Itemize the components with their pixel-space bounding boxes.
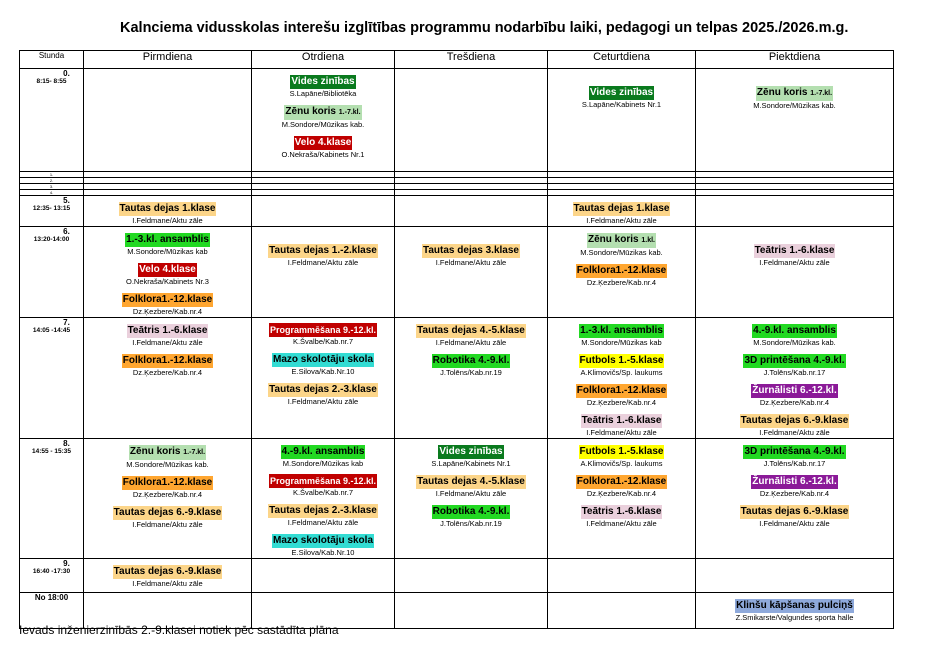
activity-teacher-room: I.Feldmane/Aktu zāle (586, 216, 657, 225)
activity-title: Teātris 1.-6.klase (581, 506, 662, 517)
activity-title: 3D printēšana 4.-9.kl. (744, 355, 845, 366)
activity-teacher-room: Dz.Ķezbere/Kab.nr.4 (132, 307, 203, 316)
activity-title: Tautas dejas 1.klase (573, 203, 670, 214)
activity-name (290, 75, 355, 89)
schedule-cell (395, 559, 548, 593)
activity-entry (395, 321, 547, 348)
activity-entry (696, 596, 893, 623)
schedule-cell (696, 69, 894, 172)
activity-name (416, 324, 526, 338)
activity-entry (84, 503, 251, 530)
activity-teacher-room: I.Feldmane/Aktu zāle (132, 216, 203, 225)
lesson-number: 2. (49, 178, 54, 183)
activity-entry (252, 321, 394, 347)
activity-entry (548, 261, 695, 288)
activity-entry (252, 380, 394, 407)
schedule-cell (252, 196, 395, 227)
column-header-day: Pirmdiena (84, 51, 252, 69)
activity-entry (696, 241, 893, 268)
activity-teacher-room: S.Lapāne/Bibliotēka (289, 89, 357, 98)
activity-entry (84, 442, 251, 470)
activity-name (125, 233, 210, 247)
activity-entry (548, 472, 695, 499)
activity-grade: 1.kl. (641, 237, 655, 244)
schedule-cell (252, 227, 395, 318)
activity-teacher-room: S.Lapāne/Kabinets Nr.1 (581, 100, 662, 109)
activity-name (422, 244, 520, 258)
lesson-cell (20, 559, 84, 593)
schedule-cell (696, 196, 894, 227)
activity-name (756, 86, 833, 101)
activity-teacher-room: K.Švalbe/Kab.nr.7 (292, 337, 354, 346)
lesson-number: 4. (49, 190, 54, 195)
lesson-time: 14:05 -14:45 (32, 327, 71, 334)
activity-title: Zēnu koris (588, 234, 639, 245)
schedule-cell (395, 318, 548, 439)
schedule-cell (395, 593, 548, 629)
activity-name (294, 136, 353, 150)
activity-entry (696, 502, 893, 529)
activity-entry (395, 472, 547, 499)
activity-name (735, 599, 854, 613)
activity-entry (548, 411, 695, 438)
activity-entry (84, 199, 251, 226)
activity-name (438, 445, 503, 459)
activity-name (268, 383, 378, 397)
activity-name (122, 293, 214, 307)
activity-title: Mazo skolotāju skola (272, 354, 374, 365)
activity-entry (252, 442, 394, 469)
activity-title: Robotika 4.-9.kl. (432, 506, 510, 517)
activity-title: Teātris 1.-6.klase (581, 415, 662, 426)
activity-teacher-room: I.Feldmane/Aktu zāle (132, 520, 203, 529)
activity-entry (548, 83, 695, 110)
lesson-time: 14:55 - 15:35 (31, 448, 72, 455)
activity-entry (84, 290, 251, 317)
activity-name (740, 414, 850, 428)
activity-name (579, 445, 665, 459)
activity-teacher-room: M.Sondore/Mūzikas kab (581, 338, 662, 347)
activity-entry (84, 351, 251, 378)
activity-teacher-room: M.Sondore/Mūzikas kab. (281, 120, 365, 129)
activity-teacher-room: O.Nekraša/Kabinets Nr.3 (126, 277, 209, 286)
activity-title: Tautas dejas 6.-9.klase (740, 415, 849, 426)
activity-teacher-room: I.Feldmane/Aktu zāle (287, 258, 359, 267)
activity-name (751, 475, 837, 489)
schedule-cell (696, 559, 894, 593)
activity-teacher-room: Dz.Ķezbere/Kab.nr.4 (586, 278, 657, 287)
lesson-number: 7. (63, 318, 70, 327)
activity-name (751, 384, 837, 398)
activity-title: Velo 4.klase (294, 137, 352, 148)
activity-title: Folklora1.-12.klase (576, 385, 667, 396)
activity-teacher-room: A.Klimovičs/Sp. laukums (580, 459, 663, 468)
activity-teacher-room: I.Feldmane/Aktu zāle (287, 397, 359, 406)
activity-teacher-room: M.Sondore/Mūzikas kab. (753, 101, 836, 110)
schedule-cell (696, 227, 894, 318)
activity-title: 1.-3.kl. ansamblis (126, 234, 209, 245)
activity-name (432, 505, 511, 519)
activity-name (268, 244, 378, 258)
schedule-cell (252, 318, 395, 439)
activity-teacher-room: I.Feldmane/Aktu zāle (287, 518, 359, 527)
lesson-cell (20, 227, 84, 318)
header-row (20, 51, 894, 69)
lesson-row (20, 196, 894, 227)
activity-teacher-room: M.Sondore/Mūzikas kab. (753, 338, 836, 347)
activity-name (127, 324, 209, 338)
activity-name (269, 323, 377, 337)
activity-entry (84, 260, 251, 287)
lesson-number: No 18:00 (34, 593, 69, 602)
activity-teacher-room: M.Sondore/Mūzikas kab. (126, 460, 209, 469)
schedule-cell (548, 69, 696, 172)
activity-title: 3D printēšana 4.-9.kl. (744, 446, 845, 457)
activity-teacher-room: Dz.Ķezbere/Kab.nr.4 (132, 368, 203, 377)
activity-title: Tautas dejas 6.-9.klase (740, 506, 849, 517)
activity-name (589, 86, 654, 100)
activity-entry (548, 351, 695, 378)
lesson-number: 1. (49, 172, 54, 177)
activity-name (579, 324, 664, 338)
activity-teacher-room: I.Feldmane/Aktu zāle (759, 519, 830, 528)
activity-entry (252, 72, 394, 99)
activity-teacher-room: I.Feldmane/Aktu zāle (759, 258, 830, 267)
activity-name (581, 414, 663, 428)
activity-title: Vides zinības (589, 87, 654, 98)
activity-entry (395, 241, 547, 268)
activity-title: Folklora1.-12.klase (576, 476, 667, 487)
activity-title: Tautas dejas 4.-5.klase (417, 476, 525, 487)
lesson-row (20, 439, 894, 559)
activity-title: Tautas dejas 4.-5.klase (417, 325, 525, 336)
activity-teacher-room: I.Feldmane/Aktu zāle (435, 258, 507, 267)
lesson-row (20, 559, 894, 593)
activity-teacher-room: E.Silova/Kab.Nr.10 (291, 367, 355, 376)
column-header-day: Trešdiena (395, 51, 548, 69)
activity-entry (395, 502, 547, 529)
schedule-cell (548, 559, 696, 593)
activity-name (579, 354, 665, 368)
activity-name (113, 506, 223, 520)
schedule-cell (252, 559, 395, 593)
activity-title: 4.-9.kl. ansamblis (753, 325, 836, 336)
activity-name (432, 354, 511, 368)
activity-teacher-room: E.Silova/Kab.Nr.10 (291, 548, 355, 557)
activity-teacher-room: M.Sondore/Mūzikas kab. (580, 248, 663, 257)
activity-title: Programmēšana 9.-12.kl. (269, 476, 377, 486)
activity-entry (696, 411, 893, 438)
activity-name (281, 445, 366, 459)
activity-name (743, 354, 845, 368)
activity-title: Futbols 1.-5.klase (579, 355, 664, 366)
lesson-time: 8:15- 8:55 (36, 78, 67, 85)
schedule-cell (548, 439, 696, 559)
activity-title: Vides zinības (291, 76, 355, 87)
activity-entry (84, 473, 251, 500)
activity-teacher-room: Dz.Ķezbere/Kab.nr.4 (586, 489, 657, 498)
schedule-cell (395, 196, 548, 227)
activity-entry (696, 472, 893, 499)
activity-title: Zēnu koris (129, 446, 181, 457)
activity-entry (252, 531, 394, 558)
activity-teacher-room: J.Tolēns/Kab.nr.19 (440, 519, 502, 528)
activity-title: Zēnu koris (756, 87, 808, 98)
schedule-cell (548, 227, 696, 318)
lesson-number: 6. (63, 227, 70, 236)
lesson-time: 12:35- 13:15 (32, 205, 71, 212)
activity-name (122, 476, 214, 490)
activity-teacher-room: Dz.Ķezbere/Kab.nr.4 (759, 489, 830, 498)
activity-teacher-room: Dz.Ķezbere/Kab.nr.4 (132, 490, 203, 499)
activity-title: Teātris 1.-6.klase (754, 245, 835, 256)
activity-entry (252, 241, 394, 268)
schedule-cell (548, 196, 696, 227)
schedule-cell (696, 593, 894, 629)
page-title: Kalnciema vidusskolas interešu izglītības programmu nodarbību laiki, pedagogi un telpas 2025./2026.m.g. (120, 20, 849, 36)
activity-name (587, 233, 656, 248)
activity-name (576, 264, 668, 278)
lesson-row (20, 69, 894, 172)
activity-title: Teātris 1.-6.klase (127, 325, 208, 336)
activity-name (743, 445, 845, 459)
lesson-cell (20, 196, 84, 227)
activity-title: Mazo skolotāju skola (272, 535, 374, 546)
activity-entry (548, 199, 695, 226)
activity-entry (548, 321, 695, 348)
schedule-cell (84, 69, 252, 172)
activity-teacher-room: I.Feldmane/Aktu zāle (435, 489, 507, 498)
activity-entry (696, 351, 893, 378)
activity-entry (548, 230, 695, 258)
activity-teacher-room: J.Tolēns/Kab.nr.17 (763, 459, 826, 468)
lesson-number: 9. (63, 559, 70, 568)
activity-name (268, 504, 378, 518)
activity-title: Tautas dejas 2.-3.klase (269, 384, 377, 395)
activity-entry (252, 133, 394, 160)
activity-entry (395, 442, 547, 469)
lesson-row (20, 318, 894, 439)
activity-entry (252, 102, 394, 130)
activity-entry (696, 442, 893, 469)
activity-title: Folklora1.-12.klase (122, 477, 213, 488)
activity-title: Tautas dejas 3.klase (423, 245, 519, 256)
activity-entry (252, 501, 394, 528)
lesson-number: 3. (49, 184, 54, 189)
column-header-day: Ceturtdiena (548, 51, 696, 69)
activity-name (138, 263, 197, 277)
lesson-number: 8. (63, 439, 70, 448)
activity-title: Robotika 4.-9.kl. (432, 355, 510, 366)
activity-teacher-room: K.Švalbe/Kab.nr.7 (292, 488, 354, 497)
activity-teacher-room: M.Sondore/Mūzikas kab (282, 459, 364, 468)
schedule-cell (252, 69, 395, 172)
activity-title: 4.-9.kl. ansamblis (281, 446, 365, 457)
lesson-row (20, 227, 894, 318)
activity-name (119, 202, 217, 216)
activity-name (754, 244, 836, 258)
column-header-day: Otrdiena (252, 51, 395, 69)
activity-entry (696, 83, 893, 111)
activity-entry (696, 321, 893, 348)
activity-teacher-room: Dz.Ķezbere/Kab.nr.4 (759, 398, 830, 407)
activity-name (576, 384, 668, 398)
activity-name (129, 445, 206, 460)
activity-entry (395, 351, 547, 378)
activity-name (740, 505, 850, 519)
activity-title: Tautas dejas 6.-9.klase (113, 507, 222, 518)
activity-name (752, 324, 837, 338)
activity-grade: 1.-7.kl. (810, 90, 833, 97)
activity-teacher-room: Z.Smikarste/Valgundes sporta halle (735, 613, 854, 622)
activity-name (576, 475, 668, 489)
schedule-cell (252, 439, 395, 559)
schedule-table (19, 50, 894, 629)
activity-entry (548, 381, 695, 408)
activity-title: Folklora1.-12.klase (122, 294, 213, 305)
activity-teacher-room: O.Nekraša/Kabinets Nr.1 (281, 150, 365, 159)
activity-name (122, 354, 214, 368)
activity-entry (696, 381, 893, 408)
lesson-time: 13:20-14:00 (33, 236, 70, 243)
activity-teacher-room: I.Feldmane/Aktu zāle (759, 428, 830, 437)
schedule-cell (548, 318, 696, 439)
schedule-cell (395, 439, 548, 559)
footnote: Ievads inženierzinībās 2.-9.klasei notiek pēc sastādīta plāna (19, 623, 339, 637)
activity-entry (84, 321, 251, 348)
activity-title: Folklora1.-12.klase (576, 265, 667, 276)
activity-title: Velo 4.klase (139, 264, 196, 275)
activity-entry (84, 562, 251, 589)
activity-title: Klinšu kāpšanas pulciņš (736, 600, 853, 611)
activity-teacher-room: Dz.Ķezbere/Kab.nr.4 (586, 398, 657, 407)
activity-title: Futbols 1.-5.klase (579, 446, 664, 457)
activity-teacher-room: A.Klimovičs/Sp. laukums (580, 368, 663, 377)
schedule-cell (548, 593, 696, 629)
activity-name (416, 475, 526, 489)
activity-name (269, 474, 377, 488)
activity-entry (548, 442, 695, 469)
activity-entry (84, 230, 251, 257)
activity-title: Žurnālisti 6.-12.kl. (752, 476, 837, 487)
activity-grade: 1.-7.kl. (183, 449, 206, 456)
activity-name (272, 534, 374, 548)
activity-teacher-room: J.Tolēns/Kab.nr.17 (763, 368, 826, 377)
activity-title: Tautas dejas 1.klase (119, 203, 216, 214)
lesson-number: 0. (63, 69, 70, 78)
column-header-day: Piektdiena (696, 51, 894, 69)
activity-title: Žurnālisti 6.-12.kl. (752, 385, 837, 396)
activity-title: Tautas dejas 6.-9.klase (113, 566, 222, 577)
activity-teacher-room: I.Feldmane/Aktu zāle (586, 428, 657, 437)
activity-title: Programmēšana 9.-12.kl. (269, 325, 377, 335)
activity-name (284, 105, 361, 120)
activity-name (113, 565, 223, 579)
schedule-cell (84, 196, 252, 227)
activity-entry (252, 350, 394, 377)
activity-name (272, 353, 374, 367)
lesson-number: 5. (63, 196, 70, 205)
schedule-cell (395, 227, 548, 318)
activity-name (573, 202, 671, 216)
schedule-cell (395, 69, 548, 172)
activity-teacher-room: M.Sondore/Mūzikas kab (127, 247, 208, 256)
activity-name (581, 505, 663, 519)
activity-teacher-room: I.Feldmane/Aktu zāle (132, 579, 203, 588)
schedule-cell (84, 318, 252, 439)
activity-title: Tautas dejas 2.-3.klase (269, 505, 377, 516)
schedule-cell (696, 318, 894, 439)
activity-teacher-room: I.Feldmane/Aktu zāle (132, 338, 203, 347)
activity-grade: 1.-7.kl. (338, 109, 361, 116)
schedule-cell (84, 227, 252, 318)
lesson-cell (20, 69, 84, 172)
lesson-cell (20, 318, 84, 439)
schedule-cell (696, 439, 894, 559)
schedule-cell (84, 439, 252, 559)
lesson-cell (20, 439, 84, 559)
activity-title: 1.-3.kl. ansamblis (580, 325, 663, 336)
activity-title: Tautas dejas 1.-2.klase (269, 245, 377, 256)
activity-teacher-room: I.Feldmane/Aktu zāle (586, 519, 657, 528)
activity-title: Folklora1.-12.klase (122, 355, 213, 366)
lesson-time: 16:40 -17:30 (32, 568, 71, 575)
activity-teacher-room: I.Feldmane/Aktu zāle (435, 338, 507, 347)
activity-teacher-room: J.Tolēns/Kab.nr.19 (440, 368, 502, 377)
activity-title: Vides zinības (439, 446, 503, 457)
column-header-stunda: Stunda (20, 51, 84, 69)
activity-entry (548, 502, 695, 529)
activity-teacher-room: S.Lapāne/Kabinets Nr.1 (431, 459, 511, 468)
activity-entry (252, 472, 394, 498)
activity-title: Zēnu koris (285, 106, 336, 117)
schedule-cell (84, 559, 252, 593)
